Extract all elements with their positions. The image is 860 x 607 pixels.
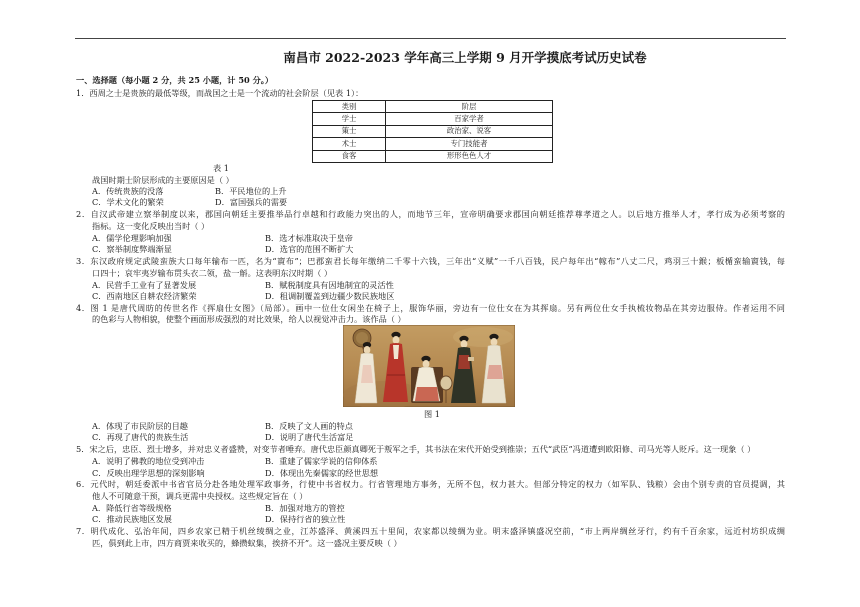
q6-stem-line: 他人不可随意干预，调兵更需中央授权。这些规定旨在（ ） xyxy=(92,491,308,501)
table-header-cell: 类别 xyxy=(313,101,386,113)
q5-option-b: B．重建了儒家学说的信仰体系 xyxy=(265,456,378,466)
table-cell: 食客 xyxy=(313,150,386,162)
table-cell: 形形色色人才 xyxy=(386,150,553,162)
q4-stem-line: 4．图 1 是唐代周昉的传世名作《挥扇仕女图》（局部）。画中一位仕女闲坐在椅子上，服饰华丽，旁边有一位仕女在为其挥扇。另有两位仕女手执梳妆物品在其旁边服侍。作者运用不同 xyxy=(76,303,785,313)
table-cell: 策士 xyxy=(313,125,386,137)
q1-option-b: B．平民地位的上升 xyxy=(215,186,287,196)
q3-option-b: B．赋税制度具有因地制宜的灵活性 xyxy=(265,280,394,290)
table-row xyxy=(313,138,553,150)
q5-stem-line: 5．宋之后，忠臣、烈士增多，并对忠义者盛赞，对变节者唾弃。唐代忠臣颜真卿死于叛军之手，其书法在宋代开始受到推崇；五代“武臣”冯道遭到欧阳修、司马光等人贬斥。这一现象（ ） xyxy=(76,444,756,454)
q3-option-d: D．租调制覆盖到边疆少数民族地区 xyxy=(265,291,395,301)
q2-option-d: D．选官的范围不断扩大 xyxy=(265,244,354,254)
table-header-row xyxy=(313,101,553,113)
table-cell: 学士 xyxy=(313,113,386,125)
q6-option-b: B．加强对地方的管控 xyxy=(265,503,345,513)
table-cell: 百家学者 xyxy=(386,113,553,125)
q1-option-c: C．学术文化的繁荣 xyxy=(92,197,164,207)
q3-option-a: A．民营手工业有了显著发展 xyxy=(92,280,197,290)
q7-stem-line: 7．明代成化、弘治年间，四乡农家已精于机丝绫绸之业，江苏盛泽、黄溪四五十里间，农家都以绫绸为业。明末盛泽镇盛况空前，“市上两岸绸丝牙行，约有千百余家，远近村坊织成绸 xyxy=(76,526,785,536)
q4-option-c: C．再现了唐代的贵族生活 xyxy=(92,432,189,442)
table-header-cell: 阶层 xyxy=(386,101,553,113)
table-cell: 专门技能者 xyxy=(386,138,553,150)
q3-option-c: C．西南地区自耕农经济繁荣 xyxy=(92,291,197,301)
q4-option-b: B．反映了文人画的特点 xyxy=(265,421,353,431)
section-heading: 一、选择题（每小题 2 分，共 25 小题，计 50 分。） xyxy=(76,75,274,85)
page-title: 南昌市 2022-2023 学年高三上学期 9 月开学摸底考试历史试卷 xyxy=(283,50,647,65)
table-cell: 术士 xyxy=(313,138,386,150)
q2-option-b: B．选才标准取决于皇帝 xyxy=(265,233,353,243)
q2-option-c: C．察举制度弊端渐显 xyxy=(92,244,172,254)
q2-stem-line: 2．自汉武帝建立察举制度以来，郡国向朝廷主要推举品行卓越和行政能力突出的人，而地节三年，宣帝明确要求郡国向朝廷推荐尊孝道之人。以后地方推举人才，孝行成为必须考察的 xyxy=(76,209,785,219)
q1-table xyxy=(312,100,553,163)
table-cell: 政治家、说客 xyxy=(386,125,553,137)
table-caption: 表 1 xyxy=(213,163,229,173)
q2-option-a: A．儒学伦理影响加强 xyxy=(92,233,172,243)
q6-option-a: A．降低行省等级规格 xyxy=(92,503,172,513)
q5-option-a: A．说明了佛教的地位受到冲击 xyxy=(92,456,205,466)
q1-option-a: A．传统贵族的没落 xyxy=(92,186,164,196)
q6-option-d: D．保持行省的独立性 xyxy=(265,514,346,524)
q4-stem-line: 的色彩与人物相貌，使整个画面形成强烈的对比效果，给人以视觉冲击力。该作品（ ） xyxy=(92,314,406,324)
header-rule xyxy=(75,38,786,39)
q3-stem-line: 口四十；哀牢夷岁输布贯头衣二领，盐一斛。这表明东汉时期（ ） xyxy=(92,268,333,278)
q6-option-c: C．推动民族地区发展 xyxy=(92,514,172,524)
q3-stem-line: 3．东汉政府规定武陵蛮族大口每年输布一匹，名为“賨布”；巴郡蛮君长每年缴纳二千零十六钱，三年出“义赋”一千八百钱，民户每年出“幏布”八丈二尺，鸡羽三十鍭；板楯蛮输賨钱，每 xyxy=(76,256,785,266)
q6-stem-line: 6．元代时，朝廷委派中书省官员分赴各地处理军政事务，行使中书省权力。行省管理地方事务，无所不包，权力甚大。但部分特定的权力（如军队、钱粮）会由个别专责的官员提调，其 xyxy=(76,479,785,489)
q7-stem-line: 匹，俱到此上市，四方商贾来收买的，蜂攒蚁集，挨挤不开”。这一盛况主要反映（ ） xyxy=(92,538,402,548)
q1-sub-stem: 战国时期士阶层形成的主要原因是（ ） xyxy=(92,175,234,185)
painting-image xyxy=(343,325,515,407)
table-row xyxy=(313,150,553,162)
q4-option-a: A．体现了市民阶层的目趣 xyxy=(92,421,188,431)
q4-option-d: D．说明了唐代生活富足 xyxy=(265,432,354,442)
q1-option-d: D．富国强兵的需要 xyxy=(215,197,288,207)
q5-option-d: D．体现出先秦儒家的经世思想 xyxy=(265,468,379,478)
q2-stem-line: 指标。这一变化反映出当时（ ） xyxy=(92,221,210,231)
table-row xyxy=(313,125,553,137)
q5-option-c: C．反映出理学思想的深刻影响 xyxy=(92,468,205,478)
table-row xyxy=(313,113,553,125)
figure-caption: 图 1 xyxy=(424,409,440,419)
q1-stem: 1．西周之士是贵族的最低等级，而战国之士是一个流动的社会阶层（见表 1）： xyxy=(76,88,364,98)
